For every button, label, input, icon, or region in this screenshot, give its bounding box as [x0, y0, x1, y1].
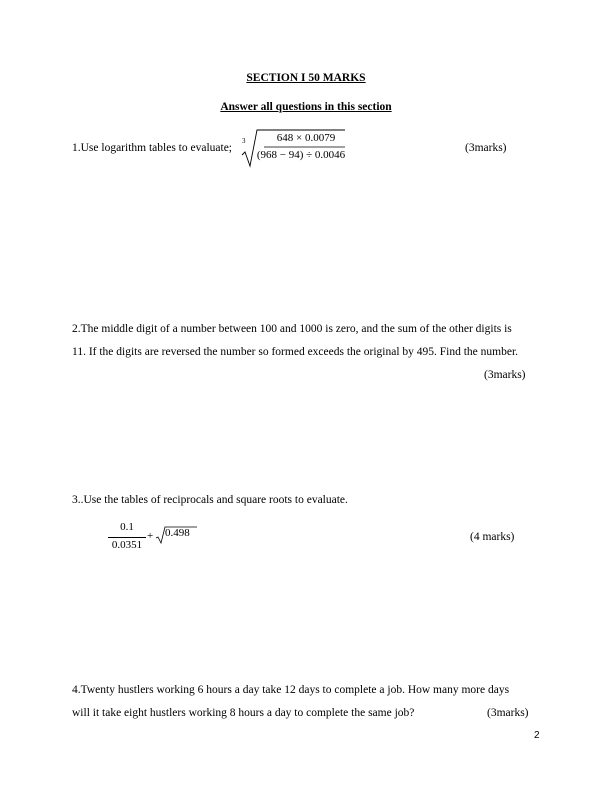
plus-sign: + — [147, 530, 154, 542]
question-4-marks: (3marks) — [487, 707, 529, 719]
question-4-line-1: 4.Twenty hustlers working 6 hours a day take 12 days to complete a job. How many more days — [72, 684, 510, 696]
reciprocal-numerator: 0.1 — [120, 521, 134, 533]
section-title: SECTION I 50 MARKS — [246, 72, 366, 84]
question-1-text: 1.Use logarithm tables to evaluate; — [72, 142, 232, 154]
question-1-expression — [240, 128, 350, 168]
reciprocal-denominator: 0.0351 — [111, 539, 143, 551]
question-2-line-1: 2.The middle digit of a number between 100 and 1000 is zero, and the sum of the other digits is — [72, 323, 512, 335]
question-2-line-2: 11. If the digits are reversed the number so formed exceeds the original by 495. Find the number. — [72, 346, 519, 358]
section-instruction: Answer all questions in this section — [220, 101, 392, 113]
question-2-marks: (3marks) — [484, 369, 526, 381]
question-4-line-2: will it take eight hustlers working 8 hours a day to complete the same job? — [72, 707, 415, 719]
question-1-marks: (3marks) — [465, 142, 507, 154]
question-3-marks: (4 marks) — [470, 531, 515, 543]
page-number: 2 — [534, 730, 540, 741]
question-3-expression — [108, 521, 208, 557]
radicand: 0.498 — [165, 527, 190, 539]
fraction-denominator: (968 − 94) ÷ 0.0046 — [256, 149, 346, 161]
question-3-text: 3..Use the tables of reciprocals and square roots to evaluate. — [72, 494, 348, 506]
root-index: 3 — [242, 137, 246, 145]
fraction-numerator: 648 × 0.0079 — [276, 132, 336, 144]
fraction-bar — [108, 537, 146, 538]
